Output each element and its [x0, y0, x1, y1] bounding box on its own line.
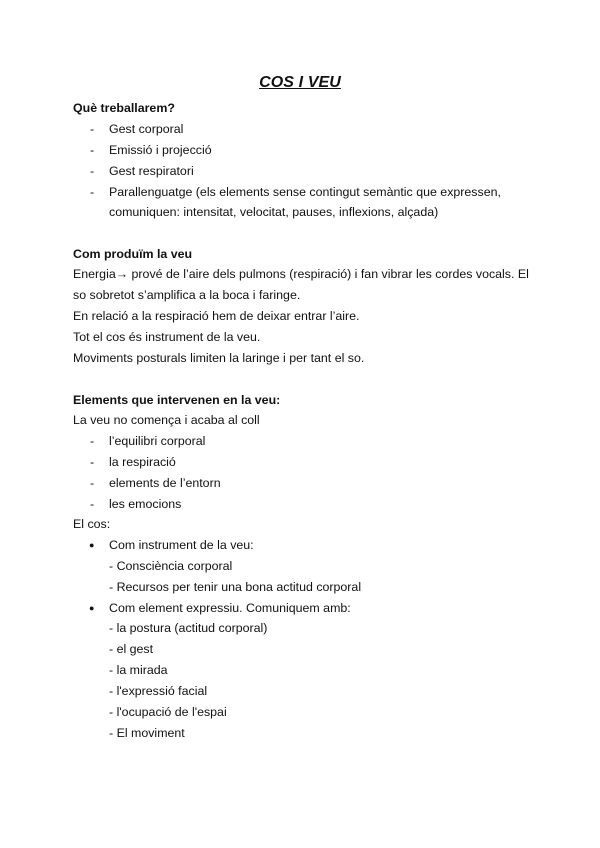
paragraph-line: Energia→ prové de l’aire dels pulmons (respiració) i fan vibrar les cordes vocals. El — [73, 267, 529, 281]
document-title: COS I VEU — [259, 74, 341, 91]
paragraph-line: Tot el cos és instrument de la veu. — [73, 330, 261, 344]
section-heading-elements: Elements que intervenen en la veu: — [73, 393, 281, 407]
paragraph-line: En relació a la respiració hem de deixar entrar l’aire. — [73, 309, 360, 323]
paragraph-line: La veu no comença i acaba al coll — [73, 413, 260, 427]
bullet-dot-icon: ● — [89, 603, 95, 613]
section-heading-com-produim: Com produïm la veu — [73, 247, 193, 261]
section-heading-que-treballarem: Què treballarem? — [73, 101, 175, 115]
paragraph-line: Moviments posturals limiten la laringe i per tant el so. — [73, 351, 365, 365]
paragraph-line: El cos: — [73, 517, 111, 531]
bullet-dot-icon: ● — [89, 540, 95, 550]
paragraph-line: so sobretot s’amplifica a la boca i faringe. — [73, 288, 301, 302]
